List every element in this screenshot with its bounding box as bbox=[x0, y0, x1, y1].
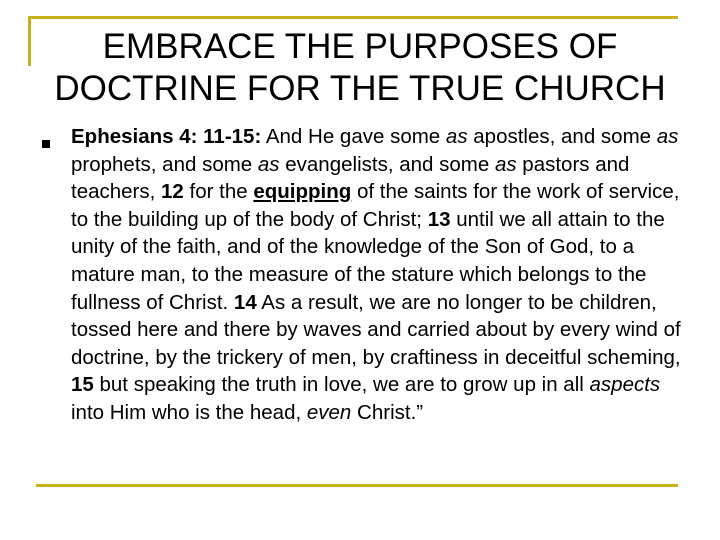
title-line-1: EMBRACE THE PURPOSES OF bbox=[102, 27, 618, 66]
verse-number: 14 bbox=[233, 290, 257, 314]
square-bullet-icon bbox=[42, 140, 50, 148]
scripture-passage bbox=[71, 123, 683, 427]
passage-text: As a result, we are no longer to be children, tossed here and there by waves and carried about by every wind of doctrine, by the trickery of men, by craftiness in deceitful scheming, bbox=[71, 290, 681, 369]
passage-emphasis: equipping bbox=[253, 180, 352, 204]
passage-italic: as bbox=[656, 125, 679, 148]
passage-italic: as bbox=[257, 152, 280, 176]
verse-number: 13 bbox=[427, 207, 451, 231]
passage-text: And He gave some bbox=[261, 125, 446, 148]
passage-text: evangelists, and some bbox=[279, 152, 495, 176]
passage-text: apostles, and some bbox=[467, 125, 657, 148]
passage-text: for the bbox=[183, 180, 254, 204]
passage-italic: aspects bbox=[589, 373, 661, 397]
passage-text: into Him who is the head, bbox=[71, 400, 307, 424]
passage-text: Christ.” bbox=[351, 400, 424, 424]
passage-text: prophets, and some bbox=[71, 152, 258, 176]
scripture-reference: Ephesians 4: 11-15: bbox=[71, 125, 262, 148]
passage-italic: as bbox=[494, 152, 517, 176]
passage-italic: even bbox=[306, 400, 352, 424]
passage-text: but speaking the truth in love, we are to grow up in all bbox=[93, 373, 590, 397]
top-accent-rule bbox=[28, 16, 678, 19]
verse-number: 15 bbox=[71, 373, 94, 397]
bottom-accent-rule bbox=[36, 484, 678, 487]
slide-title bbox=[30, 26, 690, 110]
title-line-2: DOCTRINE FOR THE TRUE CHURCH bbox=[54, 69, 666, 108]
verse-number: 12 bbox=[161, 180, 184, 204]
passage-text: of the saints for the work of service, to the building up of the body of Christ; bbox=[71, 180, 680, 231]
passage-italic: as bbox=[445, 125, 468, 148]
passage-text: pastors and teachers, bbox=[71, 152, 630, 204]
passage-text: until we all attain to the unity of the faith, and of the knowledge of the Son of God, to a mature man, to the measure of the stature which belongs to the fullness of Christ. bbox=[71, 207, 665, 314]
